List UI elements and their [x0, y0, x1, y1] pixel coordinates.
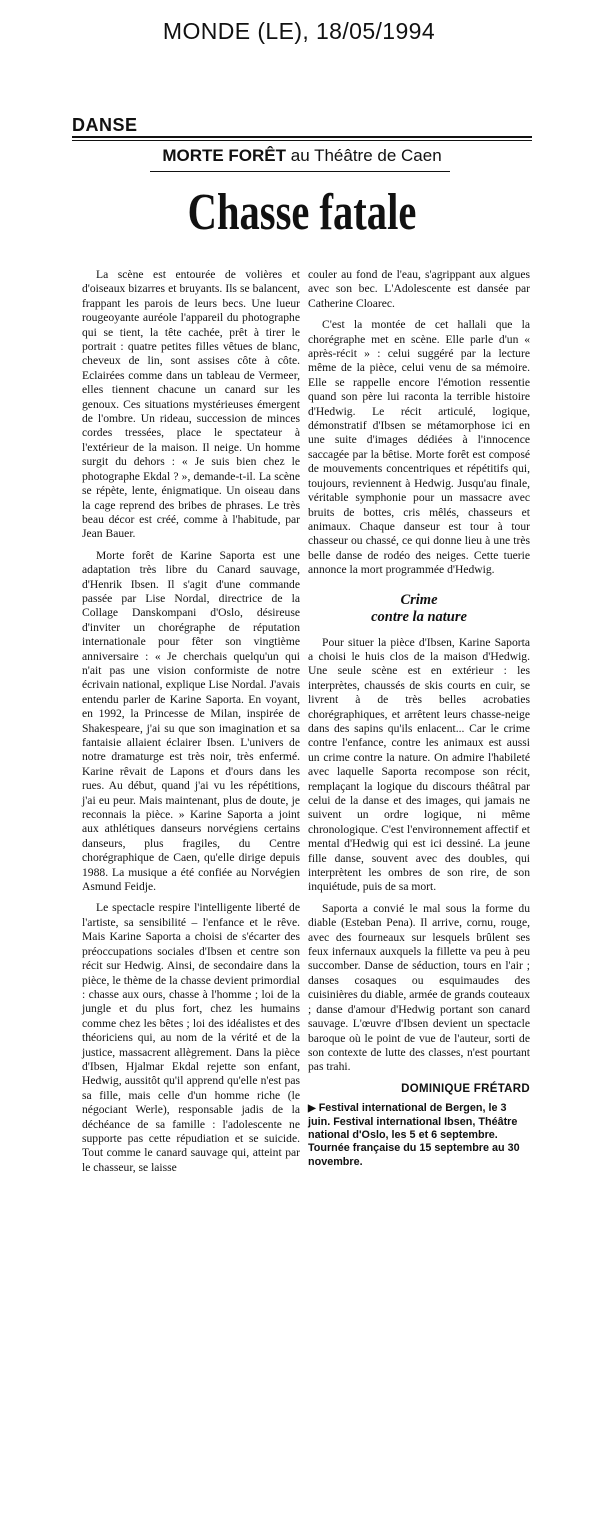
kicker: [72, 146, 532, 166]
source-line: MONDE (LE), 18/05/1994: [162, 18, 436, 44]
paragraph: Le spectacle respire l'intelligente liberté de l'artiste, sa sensibilité – l'enfance et le rêve. Mais Karine Saporta a choisi de s'écarter des préoccupations sociales d'Ibsen et centre son récit sur Hedwig. Ainsi, de secondaire dans la pièce, le thème de la chasse devient primordial : chasse aux ours, chasse à l'homme ; loi de la jungle et du plus fort, chez les humains comme chez les bêtes ; loi des idéalistes et des théoriciens qui, au nom de la vérité et de la justice, massacrent allègrement. Dans la pièce d'Ibsen, Hjalmar Ekdal rejette son enfant, Hedwig, aussitôt qu'il apprend qu'elle n'est pas sa fille, mais celle d'un homme riche (le négociant Werle), responsable jadis de la déchéance de sa famille : l'adolescente ne supporte pas cette répudiation et se suicide. Tout comme le canard sauvage qui, atteint par le chasseur, se laisse: [82, 901, 300, 1174]
paragraph: C'est la montée de cet hallali que la chorégraphe met en scène. Elle parle d'un « après-récit » : celui suggéré par la lecture même de la pièce, celui venu de sa mémoire. Elle se rappelle encore l'émotion ressentie quand son père lui raconta la terrible histoire d'Hedwig. Le récit articulé, logique, démonstratif d'Ibsen se métamorphose ici en une suite d'images dédiées à l'innocence saccagée par la bêtise. Morte forêt est composé de mouvements concentriques et répétitifs qui, toujours, reviennent à Hedwig. Jusqu'au finale, véritable symphonie pour un massacre avec bruits de bottes, cris mêlés, chasseurs et animaux. Chaque danseur est tour à tour chasseur ou chassé, ce qui donne lieu à une très belle danse de rodéo des neiges. Cette tuerie annonce la mort programmée d'Hedwig.: [308, 318, 530, 577]
practical-info-text: Festival international de Bergen, le 3 juin. Festival international Ibsen, Théâtre national d'Oslo, les 5 et 6 septembre. Tournée française du 15 septembre au 30 novembre.: [308, 1102, 520, 1168]
paragraph: Saporta a convié le mal sous la forme du diable (Esteban Pena). Il arrive, cornu, rouge, avec des fourneaux sur lesquels brûlent ses feux infernaux auxquels la fillette va peu à peu succomber. Danse de séduction, tours en l'air ; danses cosaques ou esquimaudes des cuisinières du diable, armée de grands couteaux ; danse d'amour d'Hedwig portant son canard sauvage. L'œuvre d'Ibsen devient un spectacle baroque où le point de vue de l'auteur, sorti de son contexte de lutte des classes, n'est pourtant pas trahi.: [308, 901, 530, 1074]
author-signature: DOMINIQUE FRÉTARD: [401, 1082, 530, 1095]
triangle-bullet-icon: ▶: [308, 1103, 316, 1115]
headline: Chasse fatale: [187, 184, 417, 241]
kicker-venue: au Théâtre de Caen: [286, 146, 442, 165]
kicker-title: MORTE FORÊT: [162, 146, 287, 165]
paragraph: La scène est entourée de volières et d'oiseaux bizarres et bruyants. Ils se balancent, frappant les parois de leurs becs. Une lueur rougeoyante auréole l'appareil du photographe qui se tient, la tête cachée, prêt à tirer le portrait : quatre petites filles vêtues de blanc, cheveux de lin, sont assises côte à côte. Eclairées comme dans un tableau de Vermeer, elles tiennent chacune un canard sur les genoux. Ces situations mystérieuses émergent de l'ombre. Un rideau, succession de minces cordes tressées, place le spectateur à l'extérieur de la maison. Il neige. Un homme surgit du dehors : « Je suis bien chez le photographe Ekdal ? », demande-t-il. La scène se répète, lente, énigmatique. Un oiseau dans la cage reprend des bribes de phrases. Le très beau décor est créé, comme à l'habitude, par Jean Bauer.: [82, 268, 300, 541]
rubric-rule-fine: [72, 140, 532, 141]
paragraph: Morte forêt de Karine Saporta est une adaptation très libre du Canard sauvage, d'Henrik Ibsen. Il s'agit d'une commande passée par Lise Nordal, directrice de la Collage Danskompani d'Oslo, désireuse d'inviter un chorégraphe de réputation internationale pour fêter son vingtième anniversaire : « Je cherchais quelqu'un qui n'ait pas une vision conformiste de notre écrivain national, explique Lise Nordal. J'avais entendu parler de Karine Saporta. En voyant, en 1992, la Princesse de Milan, inspirée de Shakespeare, j'ai su que son imagination et sa fantaisie allaient éclairer Ibsen. L'univers de notre dramaturge est très noir, très enfermé. Karine rêvait de Lapons et d'ours dans les rues. Au début, quand j'ai vu les répétitions, j'ai eu peur. Mais maintenant, plus de doute, je reconnais la pièce. » Karine Saporta a joint aux athlétiques danseurs norvégiens certains danseurs, plus fragiles, du Centre chorégraphique de Caen, qu'elle dirige depuis 1988. La musique a été confiée au Norvégien Asmund Feidje.: [82, 548, 300, 894]
article-column-right: [308, 268, 530, 1169]
paragraph: Pour situer la pièce d'Ibsen, Karine Saporta a choisi le huis clos de la maison d'Hedwig. Une seule scène est en extérieur : les interprètes, chaussés de skis courts en cuir, se livrent à de très belles acrobaties chorégraphiques, et arrêtent leurs chasse-neige dans des sapins qu'ils enlacent... Car le crime contre l'enfance, contre les animaux est aussi un crime contre la nature. On admire l'habileté avec laquelle Saporta recompose son récit, remplaçant la logique du discours théâtral par celui de la danse et des images, qui jamais ne suivent un ordre logique, ni même chronologique. C'est l'environnement affectif et mental d'Hedwig qui est ici dessiné. La jeune fille danse, souvent avec des doubles, qui interprètent les ombres de son rire, de son inquiétude, puis de sa mort.: [308, 635, 530, 894]
paragraph: couler au fond de l'eau, s'agrippant aux algues avec son bec. L'Adolescente est dansée par Catherine Cloarec.: [308, 268, 530, 310]
section-rubric: DANSE: [72, 115, 138, 135]
article-column-left: [82, 268, 300, 1182]
intertitle-line: Crime: [400, 591, 438, 608]
rubric-rule: [72, 136, 532, 138]
intertitle-line: contre la nature: [371, 608, 467, 625]
intertitle: [308, 592, 530, 626]
practical-info: [308, 1102, 530, 1169]
kicker-rule: [150, 171, 450, 172]
